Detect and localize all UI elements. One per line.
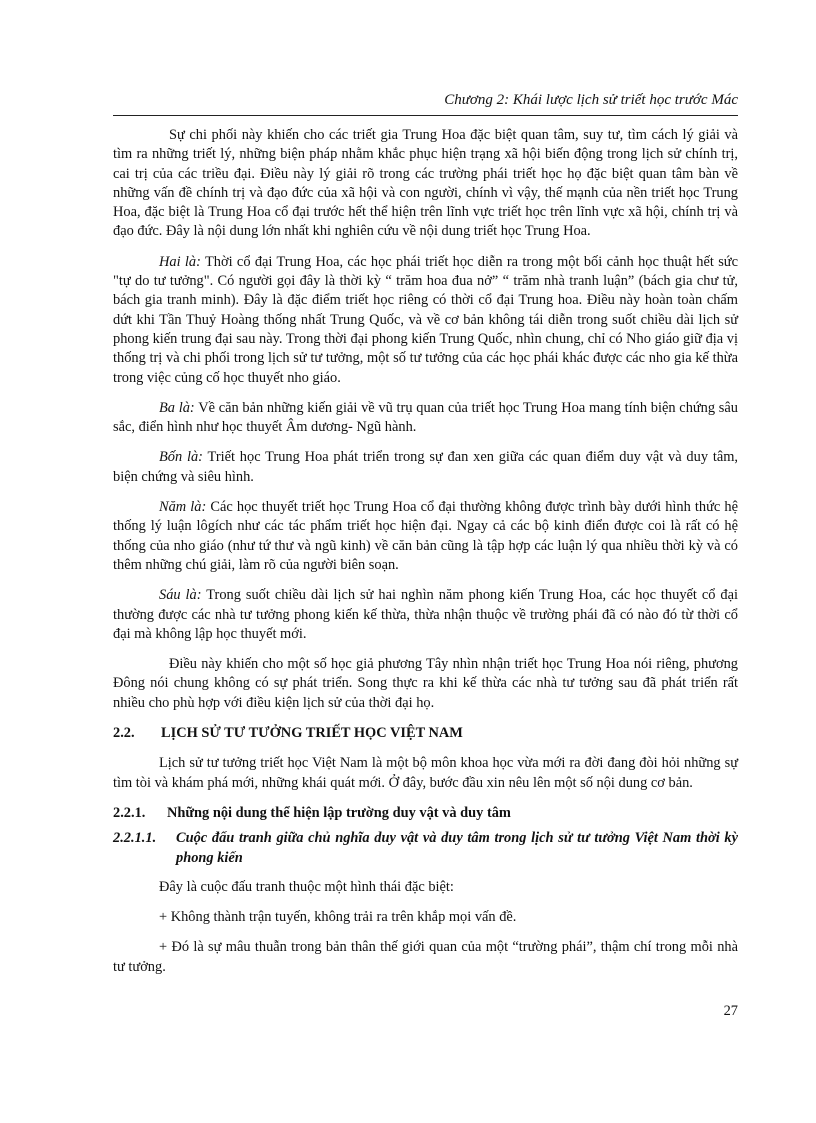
- paragraph-text: Trong suốt chiều dài lịch sử hai nghìn năm phong kiến Trung Hoa, các học thuyết cổ đại thường được các nhà tư tưởng phong kiến kế thừa, thừa nhận thuộc về trường phái đã có nào đó từ thời cổ đại mà không lập học thuyết mới.: [113, 587, 739, 642]
- section-number: 2.2.: [113, 725, 135, 742]
- page-body: [113, 126, 738, 988]
- paragraph-bon-la: [113, 448, 738, 487]
- section-number: 2.2.1.1.: [113, 830, 157, 847]
- page-number: 27: [723, 1003, 738, 1019]
- paragraph-lead: Bốn là:: [159, 449, 203, 466]
- paragraph-hai-la: [113, 253, 738, 388]
- section-title: Những nội dung thể hiện lập trường duy vật và duy tâm: [167, 804, 511, 821]
- paragraph-text: Triết học Trung Hoa phát triển trong sự đan xen giữa các quan điểm duy vật và duy tâm, biện chứng và siêu hình.: [113, 449, 738, 485]
- paragraph-text: Thời cổ đại Trung Hoa, các học phái triết học diễn ra trong một bối cảnh học thuật hết sức "tự do tư tưởng". Có người gọi đây là thời kỳ “ trăm hoa đua nở” “ trăm nhà tranh luận” (bách gia chư tử, bách gia tranh minh). Đây là đặc điểm triết học riêng có thời cổ đại Trung hoa. Điều này hoàn toàn chấm dứt khi Tần Thuỷ Hoàng thống nhất Trung Quốc, và về cơ bản không tái diễn trong suốt chiều dài lịch sử phong kiến trung đại sau này. Trong thời đại phong kiến Trung Quốc, nhìn chung, chỉ có Nho giáo giữ địa vị thống trị và chi phối trong lịch sử tư tưởng, một số tư tưởng của các học phái khác được các nho gia kế thừa trong việc củng cố học thuyết nho giáo.: [113, 253, 738, 386]
- section-title: LỊCH SỬ TƯ TƯỞNG TRIẾT HỌC VIỆT NAM: [161, 725, 463, 742]
- paragraph-nam-la: [113, 498, 738, 575]
- paragraph-text: Về căn bản những kiến giải về vũ trụ quan của triết học Trung Hoa mang tính biện chứng sâu sắc, điển hình như học thuyết Âm dương- Ngũ hành.: [113, 399, 738, 436]
- paragraph-lead: Sáu là:: [159, 587, 202, 604]
- section-heading-2-2-1: [113, 804, 738, 823]
- paragraph-struggle: Đây là cuộc đấu tranh thuộc một hình thái đặc biệt:: [159, 878, 454, 895]
- paragraph-lead: Ba là:: [159, 399, 195, 416]
- paragraph-text: Các học thuyết triết học Trung Hoa cổ đại thường không được trình bày dưới hình thức hệ thống lý luận lôgích như các tác phẩm triết học hiện đại. Ngay cả các bộ kinh điển được coi là rất có hệ thống của nho giáo (như tứ thư và ngũ kinh) về căn bản cũng là tập hợp các luận lý qua nhiều thời kỳ và có thêm những chú giải, làm rõ của người biên soạn.: [113, 499, 738, 573]
- paragraph-ba-la: [113, 399, 738, 438]
- section-heading-2-2-1-1: [113, 829, 738, 868]
- section-number: 2.2.1.: [113, 804, 146, 821]
- chapter-header: Chương 2: Khái lược lịch sử triết học trước Mác: [444, 92, 738, 108]
- paragraph-lead: Hai là:: [159, 253, 201, 270]
- section-title: Cuộc đấu tranh giữa chủ nghĩa duy vật và duy tâm trong lịch sử tư tưởng Việt Nam thời kỳ phong kiến: [176, 830, 738, 866]
- paragraph-intro: Sự chi phối này khiến cho các triết gia Trung Hoa đặc biệt quan tâm, suy tư, tìm cách lý giải và tìm ra những triết lý, những biện pháp nhằm khắc phục hiện trạng xã hội biến động trong lịch sử chính trị, cai trị của các triều đại. Điều này lý giải rõ trong các trường phái triết học họ đặc biệt quan tâm bàn về những vấn đề chính trị và đạo đức của xã hội và con người, chính vì vậy, thế mạnh của nền triết học Trung Hoa, đặc biệt là Trung Hoa cổ đại trước hết thể hiện trên lĩnh vực triết học trên lĩnh vực xã hội, chính trị và đạo đức. Đây là nội dung lớn nhất khi nghiên cứu về nội dung triết học Trung Hoa.: [113, 127, 738, 240]
- section-heading-2-2: [113, 724, 738, 743]
- paragraph-conclusion: Điều này khiến cho một số học giả phương Tây nhìn nhận triết học Trung Hoa nói riêng, phương Đông nói chung không có sự phát triển. Song thực ra khi kế thừa các nhà tư tưởng sau đã phát triển rất nhiều cho phù hợp với điều kiện lịch sử của thời đại họ.: [113, 656, 738, 711]
- paragraph-sau-la: [113, 586, 738, 644]
- paragraph-lead: Năm là:: [159, 499, 207, 516]
- paragraph-vn-intro: Lịch sử tư tưởng triết học Việt Nam là một bộ môn khoa học vừa mới ra đời đang đòi hỏi những sự tìm tòi và khám phá mới, những khái quát mới. Ở đây, bước đầu xin nêu lên một số nội dung cơ bản.: [113, 755, 738, 791]
- bullet-item-1: + Không thành trận tuyến, không trải ra trên khắp mọi vấn đề.: [159, 909, 517, 926]
- header-divider: [113, 115, 738, 116]
- bullet-item-2: + Đó là sự mâu thuẫn trong bản thân thế giới quan của một “trường phái”, thậm chí trong mỗi nhà tư tưởng.: [113, 939, 738, 975]
